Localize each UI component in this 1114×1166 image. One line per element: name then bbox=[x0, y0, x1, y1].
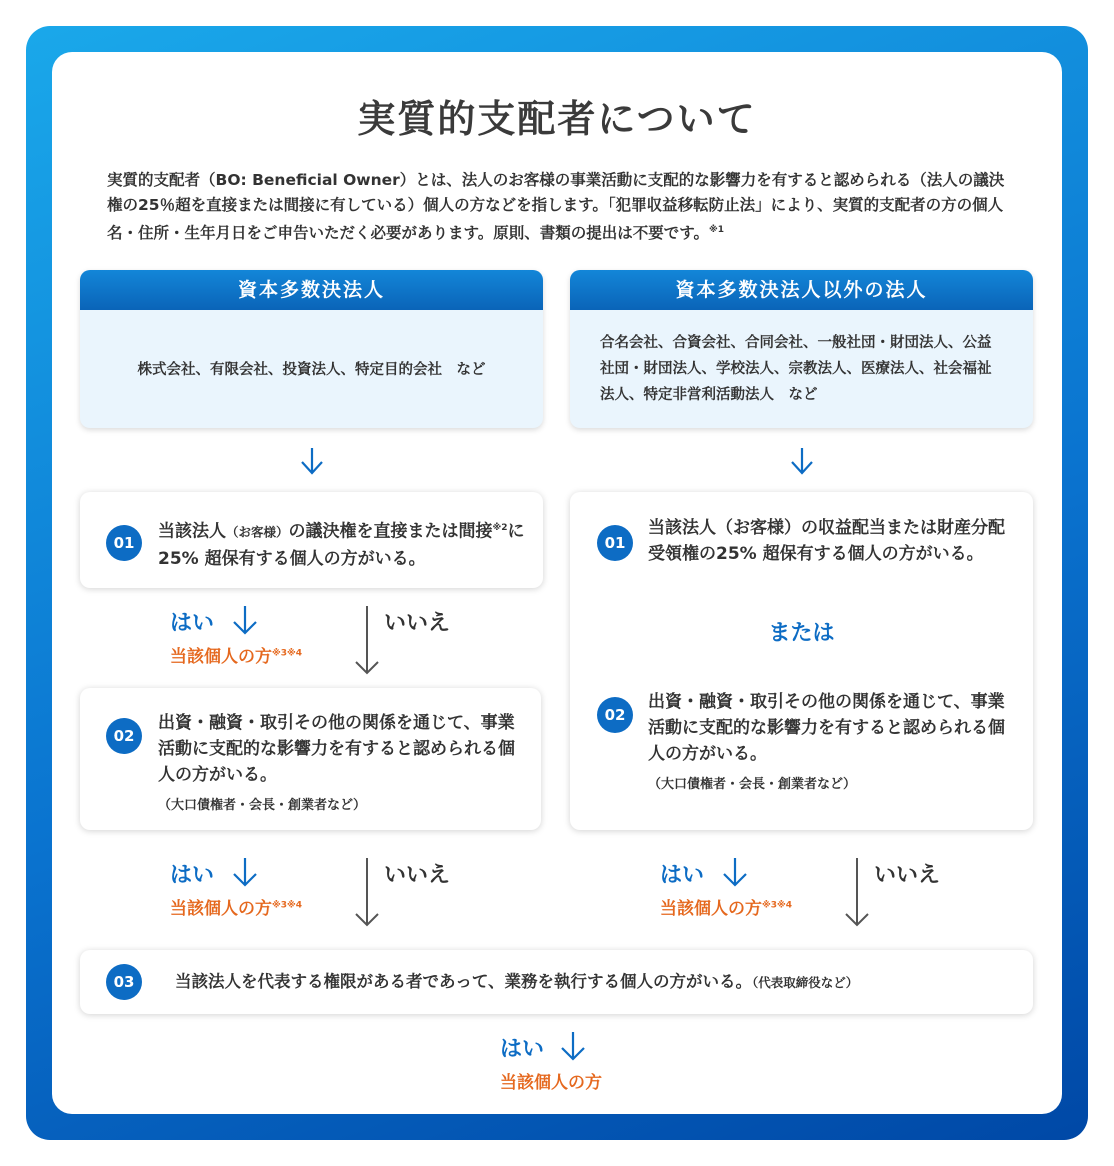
arrow-down-icon bbox=[232, 604, 258, 636]
step-03-text: 当該法人を代表する権限がある者であって、業務を執行する個人の方がいる。（代表取締役など） bbox=[175, 972, 859, 991]
result-label: 当該個人の方$^{※3※4}$ bbox=[660, 899, 793, 919]
yes-label: はい bbox=[660, 863, 705, 888]
right-step-02-examples: （大口債権者・会長・創業者など） bbox=[648, 777, 857, 792]
category-header: 資本多数決法人以外の法人 bbox=[570, 270, 1033, 310]
right-step-01-text: 当該法人（お客様）の収益配当または財産分配受領権の25% 超保有する個人の方がいる。 bbox=[648, 518, 1005, 564]
arrow-down-icon bbox=[300, 446, 324, 476]
result-label: 当該個人の方$^{※3※4}$ bbox=[170, 647, 303, 667]
arrow-down-icon bbox=[722, 856, 748, 888]
arrow-down-icon bbox=[560, 1030, 586, 1062]
or-label: または bbox=[768, 621, 835, 646]
category-examples: 合名会社、合資会社、合同会社、一般社団・財団法人、公益社団・財団法人、学校法人、宗教法人、医療法人、社会福祉法人、特定非営利活動法人 など bbox=[600, 335, 992, 403]
arrow-down-icon bbox=[354, 856, 380, 928]
category-card-capital-majority bbox=[80, 270, 543, 428]
left-step-02-text: 出資・融資・取引その他の関係を通じて、事業活動に支配的な影響力を有すると認められる個人の方がいる。 bbox=[158, 713, 515, 785]
left-step-01-text: 当該法人（お客様）の議決権を直接または間接$^{※2}$に25% 超保有する個人の方がいる。 bbox=[158, 521, 525, 569]
page-title: 実質的支配者について bbox=[357, 97, 757, 141]
intro-text: 実質的支配者（BO: Beneficial Owner）とは、法人のお客様の事業活動に支配的な影響力を有すると認められる（法人の議決権の25％超を直接または間接に有している）個人の方などを指します。「犯罪収益移転防止法」により、実質的支配者の方の個人名・住所・生年月日をご申告いただく必要があります。原則、書類の提出は不要です。$^{※1}$ bbox=[107, 171, 1005, 243]
category-header: 資本多数決法人 bbox=[80, 270, 543, 310]
final-result-label: 当該個人の方 bbox=[500, 1073, 602, 1093]
step-number-badge: 02 bbox=[106, 718, 142, 754]
category-examples: 株式会社、有限会社、投資法人、特定目的会社 など bbox=[137, 362, 486, 378]
left-step-02-examples: （大口債権者・会長・創業者など） bbox=[158, 798, 367, 813]
no-label: いいえ bbox=[874, 863, 941, 888]
yes-label: はい bbox=[500, 1037, 545, 1062]
yes-label: はい bbox=[170, 611, 215, 636]
footnote-1: ※1 bbox=[709, 225, 725, 235]
result-label: 当該個人の方$^{※3※4}$ bbox=[170, 899, 303, 919]
step-number-badge: 01 bbox=[597, 525, 633, 561]
no-label: いいえ bbox=[384, 611, 451, 636]
no-label: いいえ bbox=[384, 863, 451, 888]
category-card-other-corporations bbox=[570, 270, 1033, 428]
arrow-down-icon bbox=[844, 856, 870, 928]
arrow-down-icon bbox=[790, 446, 814, 476]
yes-label: はい bbox=[170, 863, 215, 888]
step-number-badge: 02 bbox=[597, 697, 633, 733]
step-number-badge: 01 bbox=[106, 525, 142, 561]
arrow-down-icon bbox=[354, 604, 380, 676]
step-number-badge: 03 bbox=[106, 964, 142, 1000]
arrow-down-icon bbox=[232, 856, 258, 888]
right-step-02-text: 出資・融資・取引その他の関係を通じて、事業活動に支配的な影響力を有すると認められる個人の方がいる。 bbox=[648, 692, 1005, 764]
